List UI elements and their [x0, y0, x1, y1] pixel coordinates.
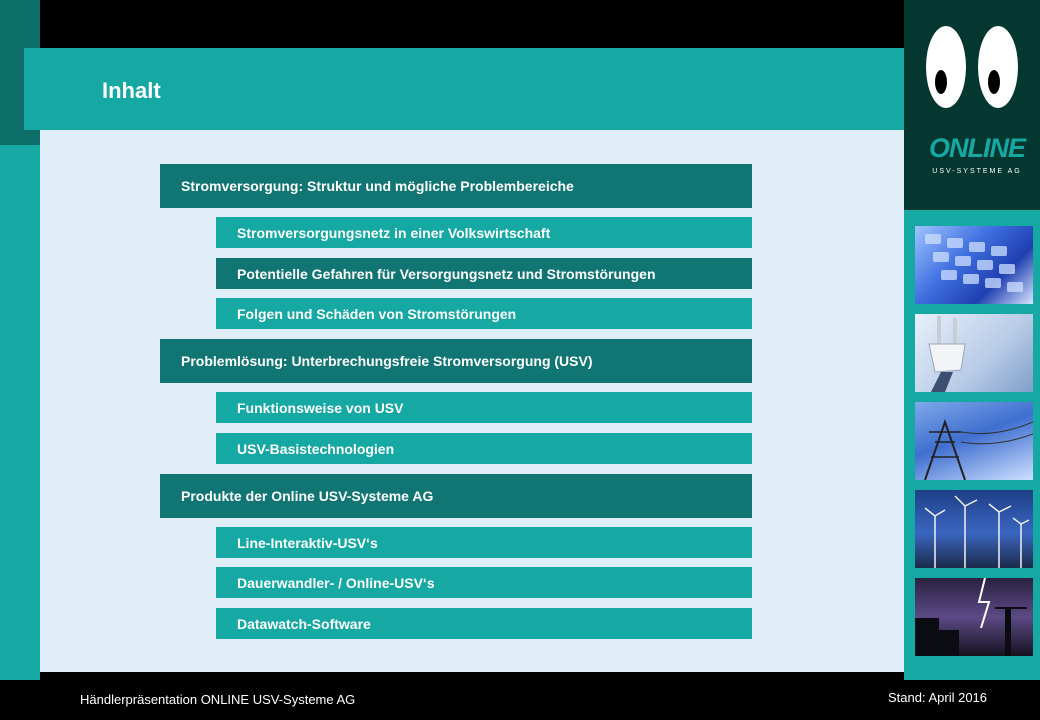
agenda-item-gefahren — [216, 258, 752, 289]
agenda-label: USV-Basistechnologien — [237, 440, 395, 457]
agenda-label: Dauerwandler- / Online-USV‘s — [237, 574, 435, 591]
agenda-label: Problemlösung: Unterbrechungsfreie Stromversorgung (USV) — [181, 353, 593, 369]
logo-eye-right-icon — [978, 26, 1018, 108]
photo-wind-turbines — [915, 490, 1033, 568]
footer-presentation-title: Händlerpräsentation ONLINE USV-Systeme AG — [80, 692, 356, 707]
agenda-item-funktionsweise — [216, 392, 752, 423]
agenda-item-folgen — [216, 298, 752, 329]
title-band — [24, 48, 904, 130]
right-sidebar — [904, 0, 1040, 680]
agenda-section-produkte — [160, 474, 752, 518]
agenda-label: Line-Interaktiv-USV‘s — [237, 534, 378, 551]
agenda-section-stromversorgung — [160, 164, 752, 208]
agenda-item-line-interaktiv — [216, 527, 752, 558]
footer-date: Stand: April 2016 — [888, 690, 988, 705]
agenda-label: Funktionsweise von USV — [237, 399, 404, 416]
agenda-label: Produkte der Online USV-Systeme AG — [181, 488, 434, 504]
agenda-item-basistechnologien — [216, 433, 752, 464]
logo-name: ONLINE — [928, 133, 1025, 163]
photo-lightning-city — [915, 578, 1033, 656]
logo-subtitle: USV-SYSTEME AG — [932, 168, 1022, 175]
photo-power-pylon — [915, 402, 1033, 480]
agenda-section-problemloesung — [160, 339, 752, 383]
agenda-item-volkswirtschaft — [216, 217, 752, 248]
agenda-item-datawatch — [216, 608, 752, 639]
photo-keyboard — [915, 226, 1033, 304]
agenda-label: Stromversorgungsnetz in einer Volkswirtschaft — [237, 224, 551, 241]
agenda-item-dauerwandler — [216, 567, 752, 598]
agenda-label: Folgen und Schäden von Stromstörungen — [237, 305, 517, 322]
agenda-label: Potentielle Gefahren für Versorgungsnetz und Stromstörungen — [237, 265, 656, 282]
photo-power-plug — [915, 314, 1033, 392]
agenda-label: Stromversorgung: Struktur und mögliche Problembereiche — [181, 178, 574, 194]
company-logo — [904, 0, 1040, 210]
logo-eye-left-icon — [926, 26, 966, 108]
slide-title: Inhalt — [102, 78, 161, 103]
agenda-label: Datawatch-Software — [237, 615, 371, 632]
